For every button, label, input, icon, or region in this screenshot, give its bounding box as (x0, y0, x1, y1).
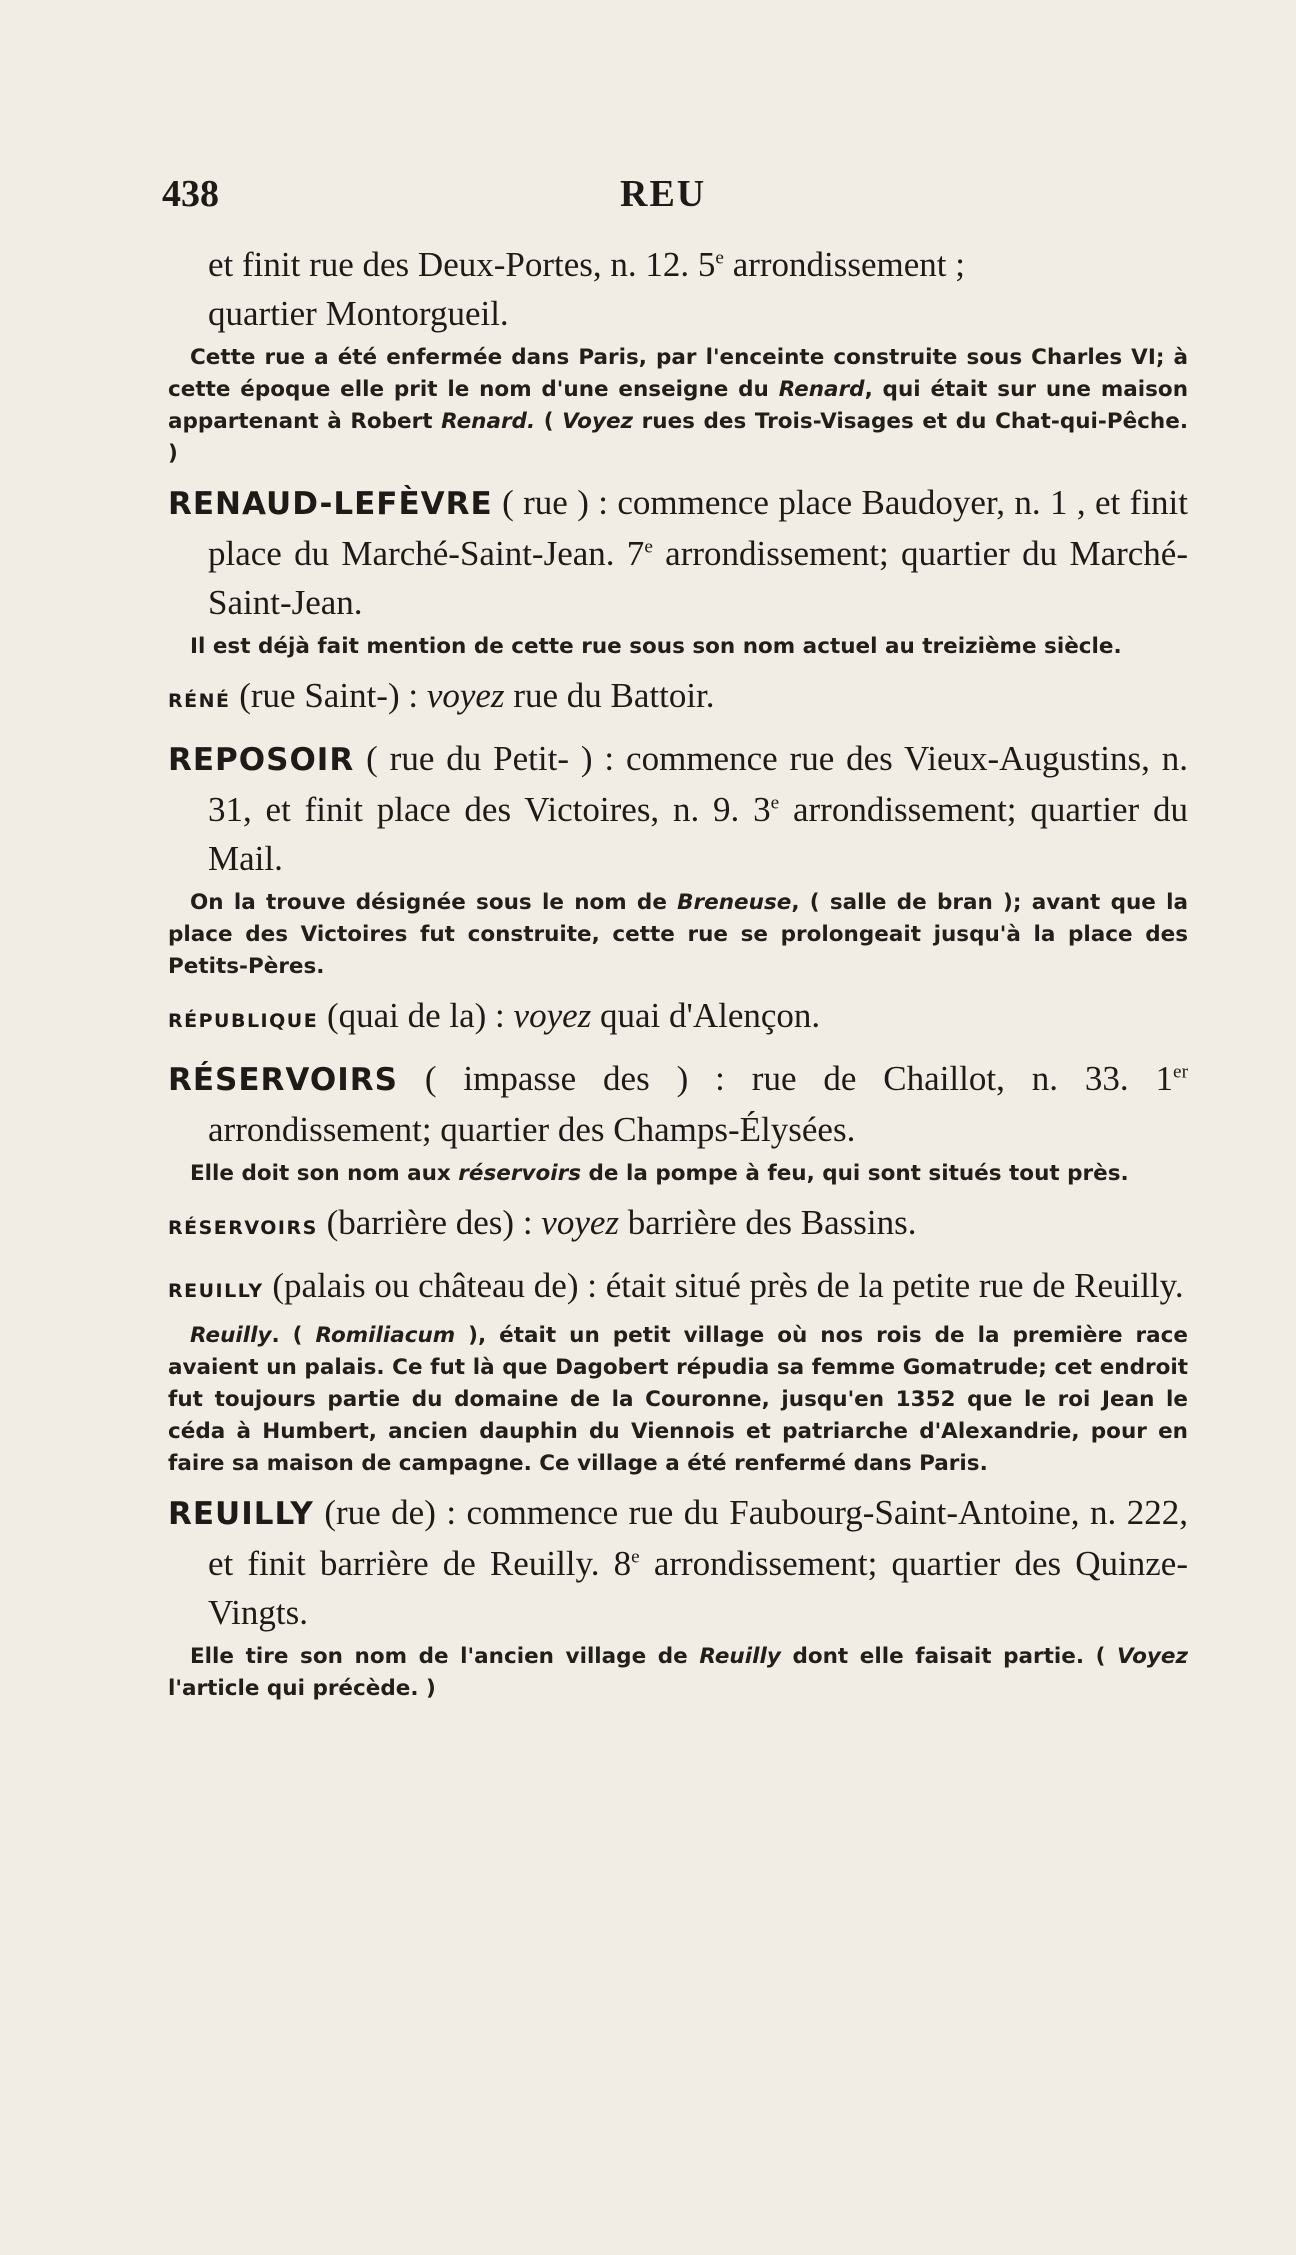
entry-body: RÉPUBLIQUE (quai de la) : voyez quai d'Alençon. (168, 996, 821, 1035)
entry-rene (168, 671, 1188, 726)
entry-note: Il est déjà fait mention de cette rue sous son nom actuel au treizième siècle. (190, 634, 1122, 659)
page-content (168, 240, 1188, 1713)
entry-body: RÉNÉ (rue Saint-) : voyez rue du Battoir. (168, 676, 715, 715)
entry-note: On la trouve désignée sous le nom de Breneuse, ( salle de bran ); avant que la place des Victoires fut construite, cette rue se prolongeait jusqu'à la place des Petits-Pères. (168, 890, 1188, 979)
entry-reuilly-palais (168, 1261, 1188, 1480)
entry-continuation (168, 240, 1188, 470)
entry-reservoirs-impasse (168, 1054, 1188, 1190)
entry-republique (168, 991, 1188, 1046)
entry-body: et finit rue des Deux-Portes, n. 12. 5e arrondissement ; quartier Montorgueil. (208, 245, 966, 333)
entry-reuilly-rue (168, 1488, 1188, 1705)
entry-reservoirs-barriere (168, 1198, 1188, 1253)
entry-headword: RÉSERVOIRS (168, 1062, 398, 1098)
entry-note: Reuilly. ( Romiliacum ), était un petit village où nos rois de la première race avaient un palais. Ce fut là que Dagobert répudia sa femme Gomatrude; cet endroit fut toujours partie du domaine de la Couronne, jusqu'en 1352 que le roi Jean le céda à Humbert, ancien dauphin du Viennois et patriarche d'Alexandrie, pour en faire sa maison de campagne. Ce village a été renfermé dans Paris. (168, 1323, 1188, 1476)
entry-note: Elle tire son nom de l'ancien village de Reuilly dont elle faisait partie. ( Voyez l'article qui précède. ) (168, 1644, 1188, 1701)
entry-body: RÉSERVOIRS ( impasse des ) : rue de Chaillot, n. 33. 1er arrondissement; quartier des Champs-Élysées. (168, 1059, 1188, 1149)
entry-headword: RÉNÉ (168, 690, 231, 712)
entry-headword: RÉPUBLIQUE (168, 1010, 319, 1032)
entry-body: RENAUD-LEFÈVRE ( rue ) : commence place Baudoyer, n. 1 , et finit place du Marché-Saint-Jean. 7e arrondissement; quartier du Marché-Saint-Jean. (168, 483, 1188, 622)
page-number: 438 (162, 173, 219, 215)
entry-reposoir (168, 734, 1188, 983)
entry-renaud-lefevre (168, 478, 1188, 663)
entry-body: RÉSERVOIRS (barrière des) : voyez barrière des Bassins. (168, 1203, 917, 1242)
entry-body: REUILLY (rue de) : commence rue du Faubourg-Saint-Antoine, n. 222, et finit barrière de Reuilly. 8e arrondissement; quartier des Quinze-Vingts. (168, 1493, 1188, 1632)
page-header (160, 172, 1160, 222)
entry-headword: REPOSOIR (168, 742, 355, 778)
entry-headword: REUILLY (168, 1280, 264, 1302)
running-head: REU (620, 173, 707, 215)
entry-headword: RENAUD-LEFÈVRE (168, 486, 493, 522)
entry-body: REUILLY (palais ou château de) : était situé près de la petite rue de Reuilly. (168, 1266, 1184, 1305)
entry-note: Cette rue a été enfermée dans Paris, par l'enceinte construite sous Charles VI; à cette époque elle prit le nom d'une enseigne du Renard, qui était sur une maison appartenant à Robert Renard. ( Voyez rues des Trois-Visages et du Chat-qui-Pêche. ) (168, 345, 1188, 466)
entry-headword: REUILLY (168, 1496, 314, 1532)
entry-body: REPOSOIR ( rue du Petit- ) : commence rue des Vieux-Augustins, n. 31, et finit place des Victoires, n. 9. 3e arrondissement; quartier du Mail. (168, 739, 1188, 878)
entry-headword: RÉSERVOIRS (168, 1217, 318, 1239)
entry-note: Elle doit son nom aux réservoirs de la pompe à feu, qui sont situés tout près. (190, 1161, 1129, 1186)
